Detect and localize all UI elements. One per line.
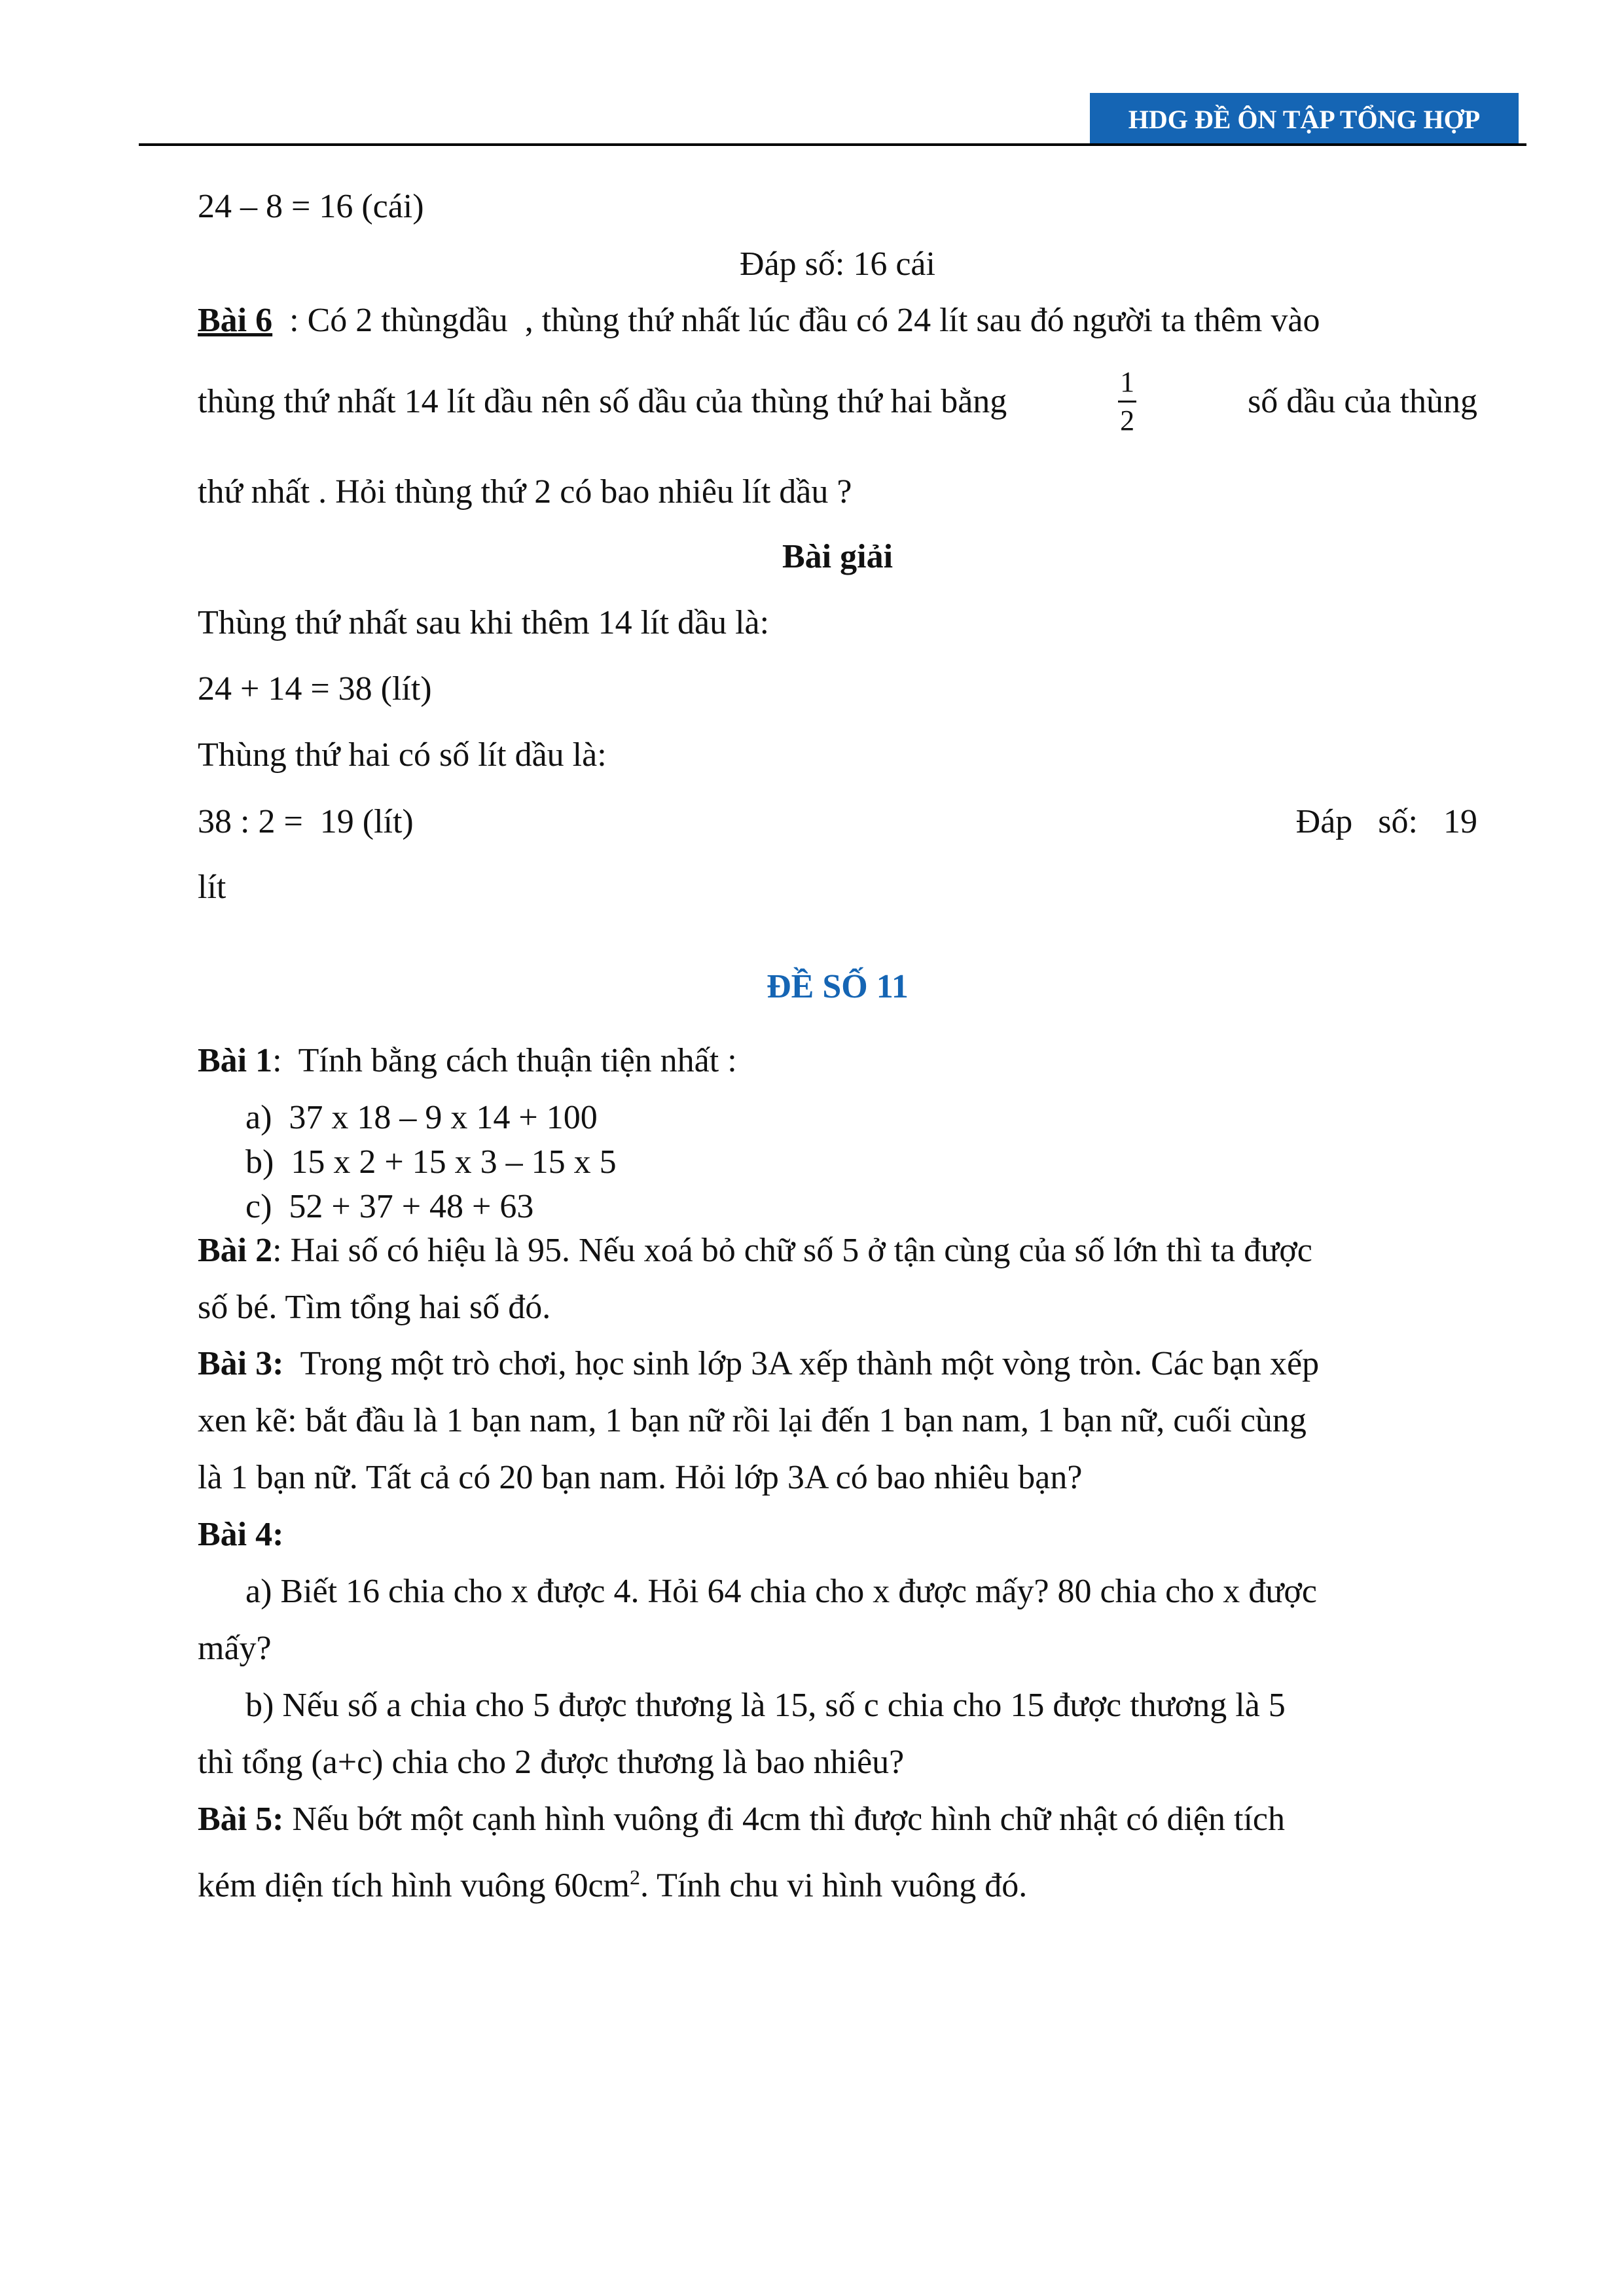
- solution-title: Bài giải: [782, 538, 893, 575]
- bai1-item-b: b) 15 x 2 + 15 x 3 – 15 x 5: [245, 1143, 617, 1181]
- bai1-line: [198, 1044, 737, 1078]
- header-rule: [139, 143, 1526, 146]
- solution-step-4: [198, 805, 1477, 839]
- bai5-text-3: . Tính chu vi hình vuông đó.: [640, 1867, 1028, 1905]
- bai4-b-line1: b) Nếu số a chia cho 5 được thương là 15, số c chia cho 15 được thương là 5: [245, 1687, 1286, 1724]
- bai6-line2: [198, 367, 1477, 437]
- section-title-de-11: ĐỀ SỐ 11: [767, 968, 909, 1005]
- solution-step-1: Thùng thứ nhất sau khi thêm 14 lít dầu là:: [198, 604, 770, 641]
- bai1-item-c: c) 52 + 37 + 48 + 63: [245, 1188, 534, 1225]
- bai4-a-line1: a) Biết 16 chia cho x được 4. Hỏi 64 chia cho x được mấy? 80 chia cho x được: [245, 1573, 1318, 1610]
- prev-calc: 24 – 8 = 16 (cái): [198, 188, 424, 225]
- solution-step-2: 24 + 14 = 38 (lít): [198, 670, 432, 708]
- bai5-text-2: kém diện tích hình vuông 60cm: [198, 1867, 630, 1905]
- bai4-b-line2: thì tổng (a+c) chia cho 2 được thương là bao nhiêu?: [198, 1744, 905, 1781]
- bai6-line2-pre: thùng thứ nhất 14 lít dầu nên số dầu của thùng thứ hai bằng: [198, 382, 1007, 420]
- bai5-line2: [198, 1867, 1027, 1903]
- bai6-line1-text: : Có 2 thùngdầu , thùng thứ nhất lúc đầu có 24 lít sau đó người ta thêm vào: [272, 302, 1320, 339]
- bai2-line1: [198, 1234, 1312, 1268]
- solution-step-3: Thùng thứ hai có số lít dầu là:: [198, 736, 607, 774]
- bai4-label: Bài 4:: [198, 1516, 284, 1553]
- bai3-line1: [198, 1347, 1319, 1381]
- fraction-one-half: [1118, 367, 1136, 437]
- bai6-line3: thứ nhất . Hỏi thùng thứ 2 có bao nhiêu lít dầu ?: [198, 473, 852, 511]
- bai3-line2: xen kẽ: bắt đầu là 1 bạn nam, 1 bạn nữ rồi lại đến 1 bạn nam, 1 bạn nữ, cuối cùng: [198, 1402, 1307, 1439]
- solution-step-4-answer: Đáp số: 19: [1295, 803, 1477, 840]
- prev-answer: Đáp số: 16 cái: [740, 245, 935, 283]
- fraction-bar: [1118, 401, 1136, 403]
- bai4-a-line2: mấy?: [198, 1630, 272, 1667]
- superscript-2: 2: [630, 1865, 641, 1889]
- bai6-line1: [198, 304, 1320, 338]
- header-badge: HDG ĐỀ ÔN TẬP TỔNG HỢP: [1090, 93, 1519, 146]
- solution-step-5: lít: [198, 869, 226, 906]
- bai1-label: Bài 1: [198, 1042, 273, 1079]
- bai2-line2: số bé. Tìm tổng hai số đó.: [198, 1289, 551, 1326]
- bai5-text-1: Nếu bớt một cạnh hình vuông đi 4cm thì được hình chữ nhật có diện tích: [283, 1801, 1285, 1838]
- bai2-text-1: : Hai số có hiệu là 95. Nếu xoá bỏ chữ số 5 ở tận cùng của số lớn thì ta được: [272, 1232, 1312, 1269]
- fraction-denominator: 2: [1120, 404, 1135, 437]
- bai1-text: : Tính bằng cách thuận tiện nhất :: [272, 1042, 737, 1079]
- bai1-item-a: a) 37 x 18 – 9 x 14 + 100: [245, 1099, 598, 1136]
- bai5-line1: [198, 1803, 1285, 1837]
- bai6-label: Bài 6: [198, 302, 273, 339]
- bai3-text-1: Trong một trò chơi, học sinh lớp 3A xếp thành một vòng tròn. Các bạn xếp: [283, 1345, 1320, 1382]
- bai4-line: [198, 1518, 283, 1552]
- bai5-label: Bài 5:: [198, 1801, 284, 1838]
- fraction-numerator: 1: [1120, 366, 1135, 398]
- bai2-label: Bài 2: [198, 1232, 273, 1269]
- bai3-line3: là 1 bạn nữ. Tất cả có 20 bạn nam. Hỏi lớp 3A có bao nhiêu bạn?: [198, 1459, 1083, 1496]
- solution-step-4-calc: 38 : 2 = 19 (lít): [198, 803, 414, 840]
- bai3-label: Bài 3:: [198, 1345, 284, 1382]
- solution-title-wrap: [198, 540, 1477, 574]
- bai6-line2-post: số dầu của thùng: [1248, 382, 1477, 420]
